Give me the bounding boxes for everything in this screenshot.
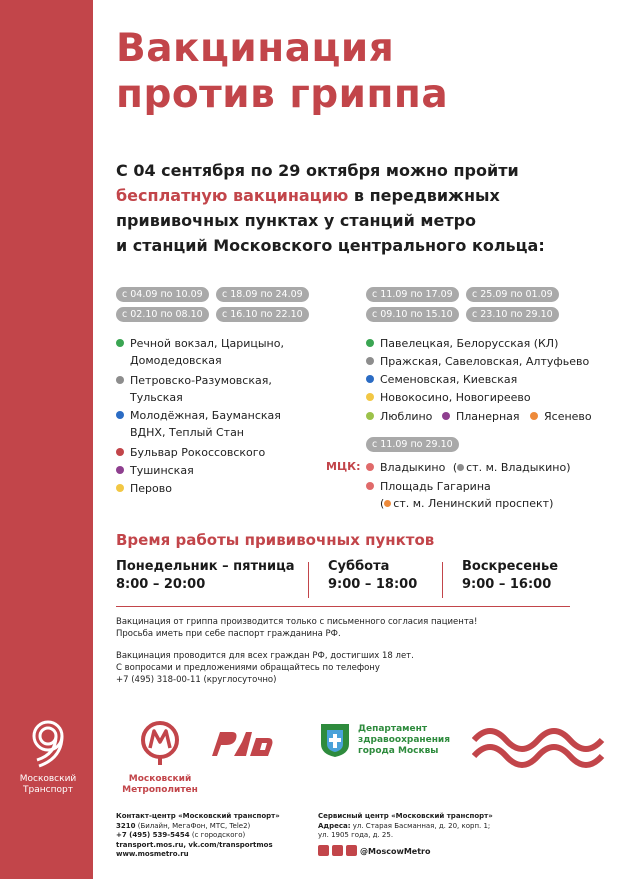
- hours-time: 9:00 – 16:00: [462, 577, 552, 592]
- metro-line-icon: [384, 500, 391, 507]
- note-line: Просьба иметь при себе паспорт гражданина РФ.: [116, 629, 341, 639]
- station-entry: [116, 480, 172, 497]
- intro-line2-rest: в передвижных: [348, 186, 500, 205]
- health-dept-emblem-icon: [318, 722, 352, 758]
- metro-line-icon: [116, 376, 124, 384]
- station-name: Ясенево: [544, 410, 592, 423]
- date-pill: с 25.09 по 01.09: [466, 287, 559, 302]
- metro-line-icon: [457, 464, 464, 471]
- metro-line-icon: [442, 412, 450, 420]
- metro-line-icon: [366, 375, 374, 383]
- footer-phone: 3210: [116, 821, 136, 830]
- dept-line: города Москвы: [358, 746, 439, 756]
- station-name: Бульвар Рокоссовского: [130, 446, 266, 459]
- station-name: Пражская, Савеловская, Алтуфьево: [380, 355, 590, 368]
- station-name: Владыкино: [380, 461, 446, 474]
- metro-m-icon: [138, 720, 182, 766]
- youtube-icon[interactable]: [346, 845, 357, 856]
- hours-day: Воскресенье: [462, 559, 559, 574]
- metro-line-icon: [366, 339, 374, 347]
- station-entry: [116, 335, 284, 369]
- social-links: [318, 845, 431, 856]
- date-pill: с 11.09 по 17.09: [366, 287, 459, 302]
- hours-row: [116, 558, 576, 604]
- station-name: Семеновская, Киевская: [380, 373, 518, 386]
- footer-text: (Билайн, МегаФон, МТС, Tele2): [135, 821, 251, 830]
- station-entry: [116, 407, 281, 441]
- mck-label: МЦК:: [326, 460, 361, 473]
- date-pill: с 23.10 по 29.10: [466, 307, 559, 322]
- twitter-icon[interactable]: [318, 845, 329, 856]
- rzd-icon: [206, 726, 278, 760]
- note-line: С вопросами и предложениями обращайтесь по телефону: [116, 663, 380, 673]
- footer-contact: [116, 812, 280, 860]
- date-pill: с 18.09 по 24.09: [216, 287, 309, 302]
- rzd-logo: [206, 726, 278, 764]
- divider: [442, 562, 443, 598]
- metro-line-icon: [530, 412, 538, 420]
- intro-line1: С 04 сентября по 29 октября можно пройти: [116, 161, 519, 180]
- station-name: Люблино: [380, 410, 433, 423]
- station-name: Домодедовская: [130, 354, 222, 367]
- footer-text: ул. 1905 года, д. 25.: [318, 831, 394, 839]
- station-entry: [366, 353, 589, 370]
- intro-line2: [116, 183, 586, 208]
- footer-text: ул. Старая Басманная, д. 20, корп. 1;: [350, 821, 491, 830]
- station-entry: [442, 408, 520, 425]
- date-pill: с 02.10 по 08.10: [116, 307, 209, 322]
- station-name: Павелецкая, Белорусская (КЛ): [380, 337, 559, 350]
- intro-highlight: бесплатную вакцинацию: [116, 186, 349, 205]
- mck-icon: [366, 482, 374, 490]
- footer-text: (с городского): [189, 831, 246, 839]
- station-entry: [116, 444, 265, 461]
- intro-line3: прививочных пунктах у станций метро: [116, 211, 477, 230]
- hours-time: 9:00 – 18:00: [328, 577, 418, 592]
- dept-text: [358, 724, 458, 757]
- sidebar-band: [0, 0, 93, 879]
- title-line1: Вакцинация: [116, 26, 395, 71]
- footer-title: Сервисный центр «Московский транспорт»: [318, 812, 493, 820]
- station-entry: Владыкино ( ст. м. Владыкино): [366, 459, 571, 476]
- station-name: Перово: [130, 482, 172, 495]
- moscow-transport-logo: [10, 718, 86, 796]
- date-pill: с 16.10 по 22.10: [216, 307, 309, 322]
- footer-phone: +7 (495) 539-5454: [116, 831, 190, 839]
- station-name: ВДНХ, Теплый Стан: [130, 426, 245, 439]
- station-name: Петровско-Разумовская,: [130, 374, 272, 387]
- health-dept-logo: [318, 722, 458, 762]
- metro-line-icon: [116, 448, 124, 456]
- metro-logo-line2: Метрополитен: [122, 785, 198, 795]
- footer-title: Контакт-центр «Московский транспорт»: [116, 812, 280, 820]
- station-entry: [366, 335, 558, 352]
- footer-address-label: Адреса:: [318, 821, 351, 830]
- station-name: Тушинская: [130, 464, 194, 477]
- hours-time: 8:00 – 20:00: [116, 577, 206, 592]
- station-name: Площадь Гагарина: [380, 480, 491, 493]
- divider: [308, 562, 309, 598]
- metro-line-icon: [116, 411, 124, 419]
- intro-line4: и станций Московского центрального кольца:: [116, 236, 545, 255]
- date-pill: с 11.09 по 29.10: [366, 437, 459, 452]
- station-name: Тульская: [130, 391, 183, 404]
- divider: [116, 606, 570, 607]
- hours-title: Время работы прививочных пунктов: [116, 531, 435, 549]
- notes-block-1: [116, 616, 477, 640]
- social-handle[interactable]: @MoscowMetro: [360, 847, 431, 856]
- station-name: Планерная: [456, 410, 520, 423]
- metro-line-icon: [366, 412, 374, 420]
- hours-saturday: [328, 558, 417, 594]
- metro-logo-line1: Московский: [128, 774, 192, 784]
- date-pill: с 09.10 по 15.10: [366, 307, 459, 322]
- page-title: [116, 26, 448, 118]
- notes-block-2: [116, 650, 414, 686]
- note-line: Вакцинация проводится для всех граждан РФ, достигших 18 лет.: [116, 651, 414, 661]
- side-logo-line2: Транспорт: [23, 785, 73, 795]
- wave-logo: [472, 720, 608, 780]
- hours-day: Суббота: [328, 559, 390, 574]
- date-pill: с 04.09 по 10.09: [116, 287, 209, 302]
- intro-text: [116, 158, 586, 258]
- station-name: Молодёжная, Бауманская: [130, 409, 281, 422]
- metro-logo: [120, 720, 200, 796]
- note-line: Вакцинация от гриппа производится только с письменного согласия пациента!: [116, 617, 478, 627]
- station-entry: Площадь Гагарина ( ст. м. Ленинский проспект): [366, 478, 553, 512]
- hours-weekdays: [116, 558, 295, 594]
- dept-line: здравоохранения: [358, 735, 451, 745]
- station-name: Речной вокзал, Царицыно,: [130, 337, 284, 350]
- title-line2: против гриппа: [116, 72, 449, 117]
- metro-line-icon: [366, 393, 374, 401]
- station-entry: [530, 408, 592, 425]
- mck-icon: [366, 463, 374, 471]
- vk-icon[interactable]: [332, 845, 343, 856]
- station-note: ст. м. Владыкино: [466, 461, 567, 474]
- station-entry: [366, 408, 432, 425]
- hours-day: Понедельник – пятница: [116, 559, 295, 574]
- footer-link[interactable]: transport.mos.ru, vk.com/transportmos: [116, 840, 273, 849]
- metro-line-icon: [116, 484, 124, 492]
- wave-ornament-icon: [472, 720, 608, 776]
- station-entry: [116, 462, 194, 479]
- footer-link[interactable]: www.mosmetro.ru: [116, 850, 189, 858]
- note-line: +7 (495) 318-00-11 (круглосуточно): [116, 675, 277, 685]
- station-note: ст. м. Ленинский проспект: [393, 497, 550, 510]
- footer-service: [318, 812, 493, 841]
- side-logo-line1: Московский: [19, 774, 77, 784]
- transport-nine-icon: [25, 718, 71, 768]
- hours-sunday: [462, 558, 558, 594]
- metro-line-icon: [116, 466, 124, 474]
- metro-line-icon: [366, 357, 374, 365]
- station-entry: [116, 372, 272, 406]
- station-entry: [366, 371, 517, 388]
- metro-line-icon: [116, 339, 124, 347]
- station-entry: [366, 389, 531, 406]
- station-name: Новокосино, Новогиреево: [380, 391, 531, 404]
- dept-line: Департамент: [358, 724, 428, 734]
